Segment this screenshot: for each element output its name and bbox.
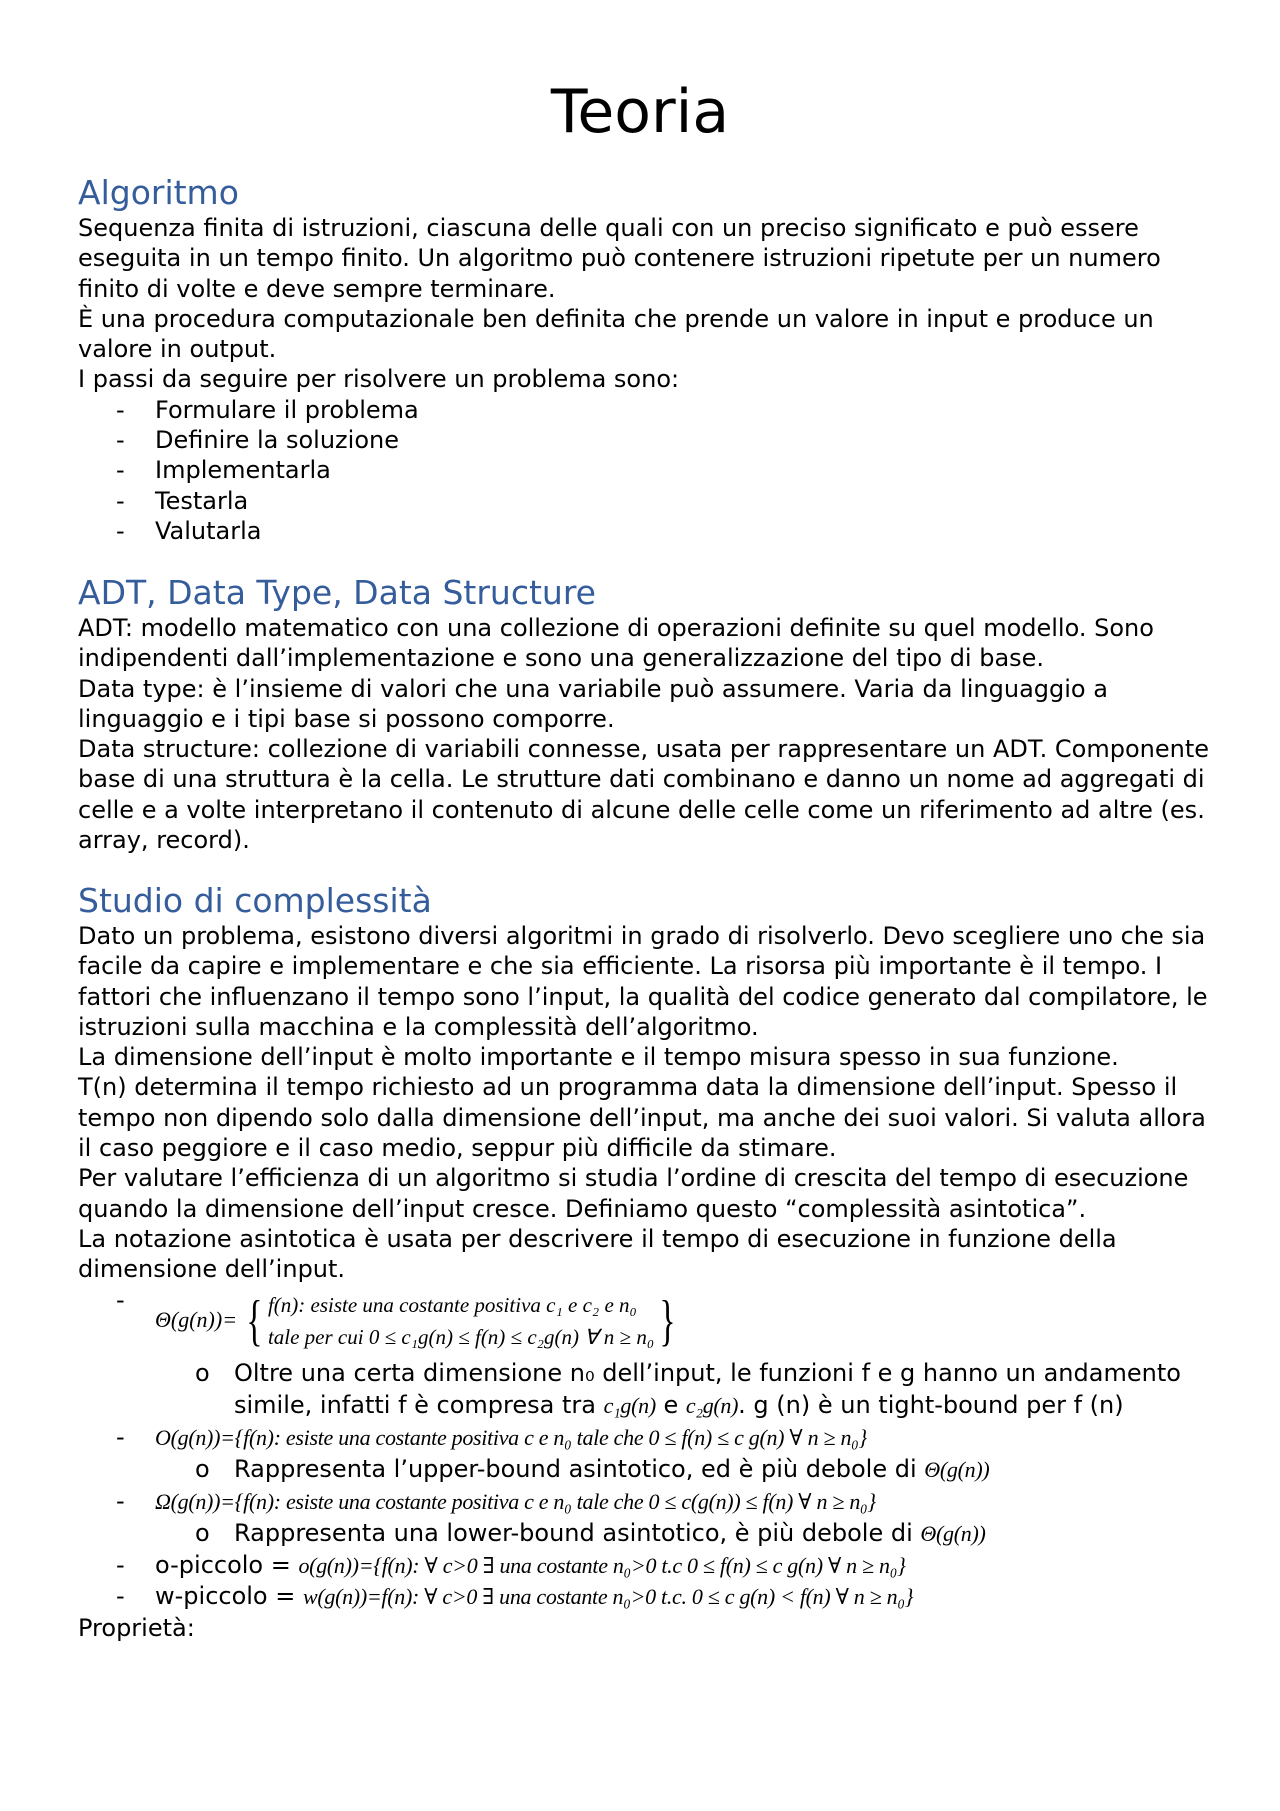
complessita-p3: T(n) determina il tempo richiesto ad un programma data la dimensione dell’input. Spesso il tempo non dipendo solo dalla dimensione dell’input, ma anche dei suoi valori. Si valuta allora il caso peggiore e il caso medio, seppur più difficile da stimare.	[78, 1073, 1206, 1163]
theta-note-c2g: c₂g(n)	[685, 1392, 739, 1418]
complessita-p5: La notazione asintotica è usata per descrivere il tempo di esecuzione in funzione della dimensione dell’input.	[78, 1224, 1117, 1284]
theta-note-c: . g (n) è un tight-bound per f (n)	[738, 1390, 1124, 1419]
omega-notes	[78, 1517, 1218, 1550]
proprieta-label: Proprietà:	[78, 1613, 195, 1642]
complessita-p1: Dato un problema, esistono diversi algoritmi in grado di risolverlo. Devo scegliere uno che sia facile da capire e implementare e che sia efficiente. La risorsa più importante è il tempo. I fattori che influenzano il tempo sono l’input, la qualità del codice generato dal compilatore, le istruzioni sulla macchina e la complessità dell’algoritmo.	[78, 922, 1208, 1041]
o-piccolo-formula: o(g(n))={f(n): ∀ c>0 ∃ una costante n₀>0 t.c 0 ≤ f(n) ≤ c g(n) ∀ n ≥ n₀}	[298, 1553, 906, 1579]
right-brace: }	[659, 1289, 676, 1352]
data-structure-definition: Data structure: collezione di variabili connesse, usata per rappresentare un ADT. Componente base di una struttura è la cella. Le strutture dati combinano e danno un nome ad aggregati di celle e a volte interpretano il contenuto di alcune delle celle come un riferimento ad altre (es. array, record).	[78, 735, 1210, 855]
bigo-note-theta: Θ(g(n))	[924, 1456, 990, 1482]
w-piccolo-formula: w(g(n))=f(n): ∀ c>0 ∃ una costante n₀>0 t.c. 0 ≤ c g(n) < f(n) ∀ n ≥ n₀}	[302, 1584, 914, 1610]
complessita-p2: La dimensione dell’input è molto importante e il tempo misura spesso in sua funzione.	[78, 1043, 1119, 1072]
omega-definition	[78, 1486, 1218, 1517]
w-piccolo-definition	[78, 1581, 1218, 1612]
bigo-definition	[78, 1422, 1218, 1453]
bigo-note-text: Rappresenta l’upper-bound asintotico, ed è più debole di	[234, 1454, 925, 1483]
adt-definition: ADT: modello matematico con una collezione di operazioni definite su quel modello. Sono indipendenti dall’implementazione e sono una generalizzazione del tipo di base.	[78, 614, 1154, 673]
omega-note	[78, 1517, 1218, 1550]
theta-set	[268, 1289, 654, 1353]
bigo-notes	[78, 1453, 1218, 1486]
small-notation-list	[78, 1550, 1218, 1613]
algoritmo-procedure: È una procedura computazionale ben definita che prende un valore in input e produce un valore in output.	[78, 304, 1154, 364]
o-piccolo-label: o-piccolo =	[155, 1551, 299, 1580]
data-type-definition: Data type: è l’insieme di valori che una variabile può assumere. Varia da linguaggio a linguaggio e i tipi base si possono comporre.	[78, 674, 1108, 733]
notation-list	[78, 1285, 1218, 1357]
bigo-note	[78, 1453, 1218, 1486]
theta-lhs: - Θ(g(n))=	[155, 1307, 238, 1333]
theta-notes	[78, 1357, 1218, 1422]
o-piccolo-definition	[78, 1550, 1218, 1581]
algoritmo-steps-list	[78, 395, 1218, 546]
theta-note	[78, 1357, 1218, 1422]
section-algoritmo	[78, 173, 1218, 546]
list-item: - Valutarla	[78, 516, 1218, 546]
theta-note-c1g: c₁g(n)	[603, 1392, 656, 1418]
complessita-p4: Per valutare l’efficienza di un algoritmo si studia l’ordine di crescita del tempo di esecuzione quando la dimensione dell’input cresce. Definiamo questo “complessità asintotica”.	[78, 1164, 1189, 1223]
heading-complessita: Studio di complessità	[78, 881, 432, 920]
list-item: - Formulare il problema	[78, 395, 1218, 425]
heading-adt: ADT, Data Type, Data Structure	[78, 573, 596, 612]
section-complessita	[78, 881, 1218, 1643]
theta-line-1: f(n): esiste una costante positiva c₁ e c₂ e n₀	[267, 1292, 637, 1317]
algoritmo-steps-intro: I passi da seguire per risolvere un problema sono:	[78, 365, 680, 394]
algoritmo-definition: Sequenza finita di istruzioni, ciascuna delle quali con un preciso significato e può essere eseguita in un tempo finito. Un algoritmo può contenere istruzioni ripetute per un numero finito di volte e deve sempre terminare.	[78, 214, 1161, 303]
bigo-formula: O(g(n))={f(n): esiste una costante positiva c e n₀ tale che 0 ≤ f(n) ≤ c g(n) ∀ n ≥ n₀}	[155, 1424, 868, 1450]
theta-definition	[78, 1285, 1218, 1357]
omega-note-theta: Θ(g(n))	[920, 1521, 986, 1547]
list-item: - Definire la soluzione	[78, 425, 1218, 455]
theta-note-a: Oltre una certa dimensione n₀ dell’input, le funzioni f e g hanno un andamento simile, infatti f è compresa tra	[234, 1358, 1181, 1419]
section-adt	[78, 573, 1218, 855]
omega-note-text: Rappresenta una lower-bound asintotico, è più debole di	[234, 1519, 921, 1548]
bigo-list	[78, 1422, 1218, 1453]
list-item: - Implementarla	[78, 455, 1218, 485]
w-piccolo-label: w-piccolo =	[155, 1582, 303, 1611]
list-item: - Testarla	[78, 486, 1218, 516]
theta-line-2: tale per cui 0 ≤ c₁g(n) ≤ f(n) ≤ c₂g(n) ∀ n ≥ n₀	[267, 1324, 655, 1349]
omega-formula: Ω(g(n))={f(n): esiste una costante positiva c e n₀ tale che 0 ≤ c(g(n)) ≤ f(n) ∀ n ≥ n₀}	[155, 1488, 876, 1514]
omega-list	[78, 1486, 1218, 1517]
left-brace: {	[246, 1289, 263, 1352]
heading-algoritmo: Algoritmo	[78, 173, 239, 212]
page-title: Teoria	[550, 77, 730, 147]
theta-note-b: e	[655, 1390, 686, 1419]
